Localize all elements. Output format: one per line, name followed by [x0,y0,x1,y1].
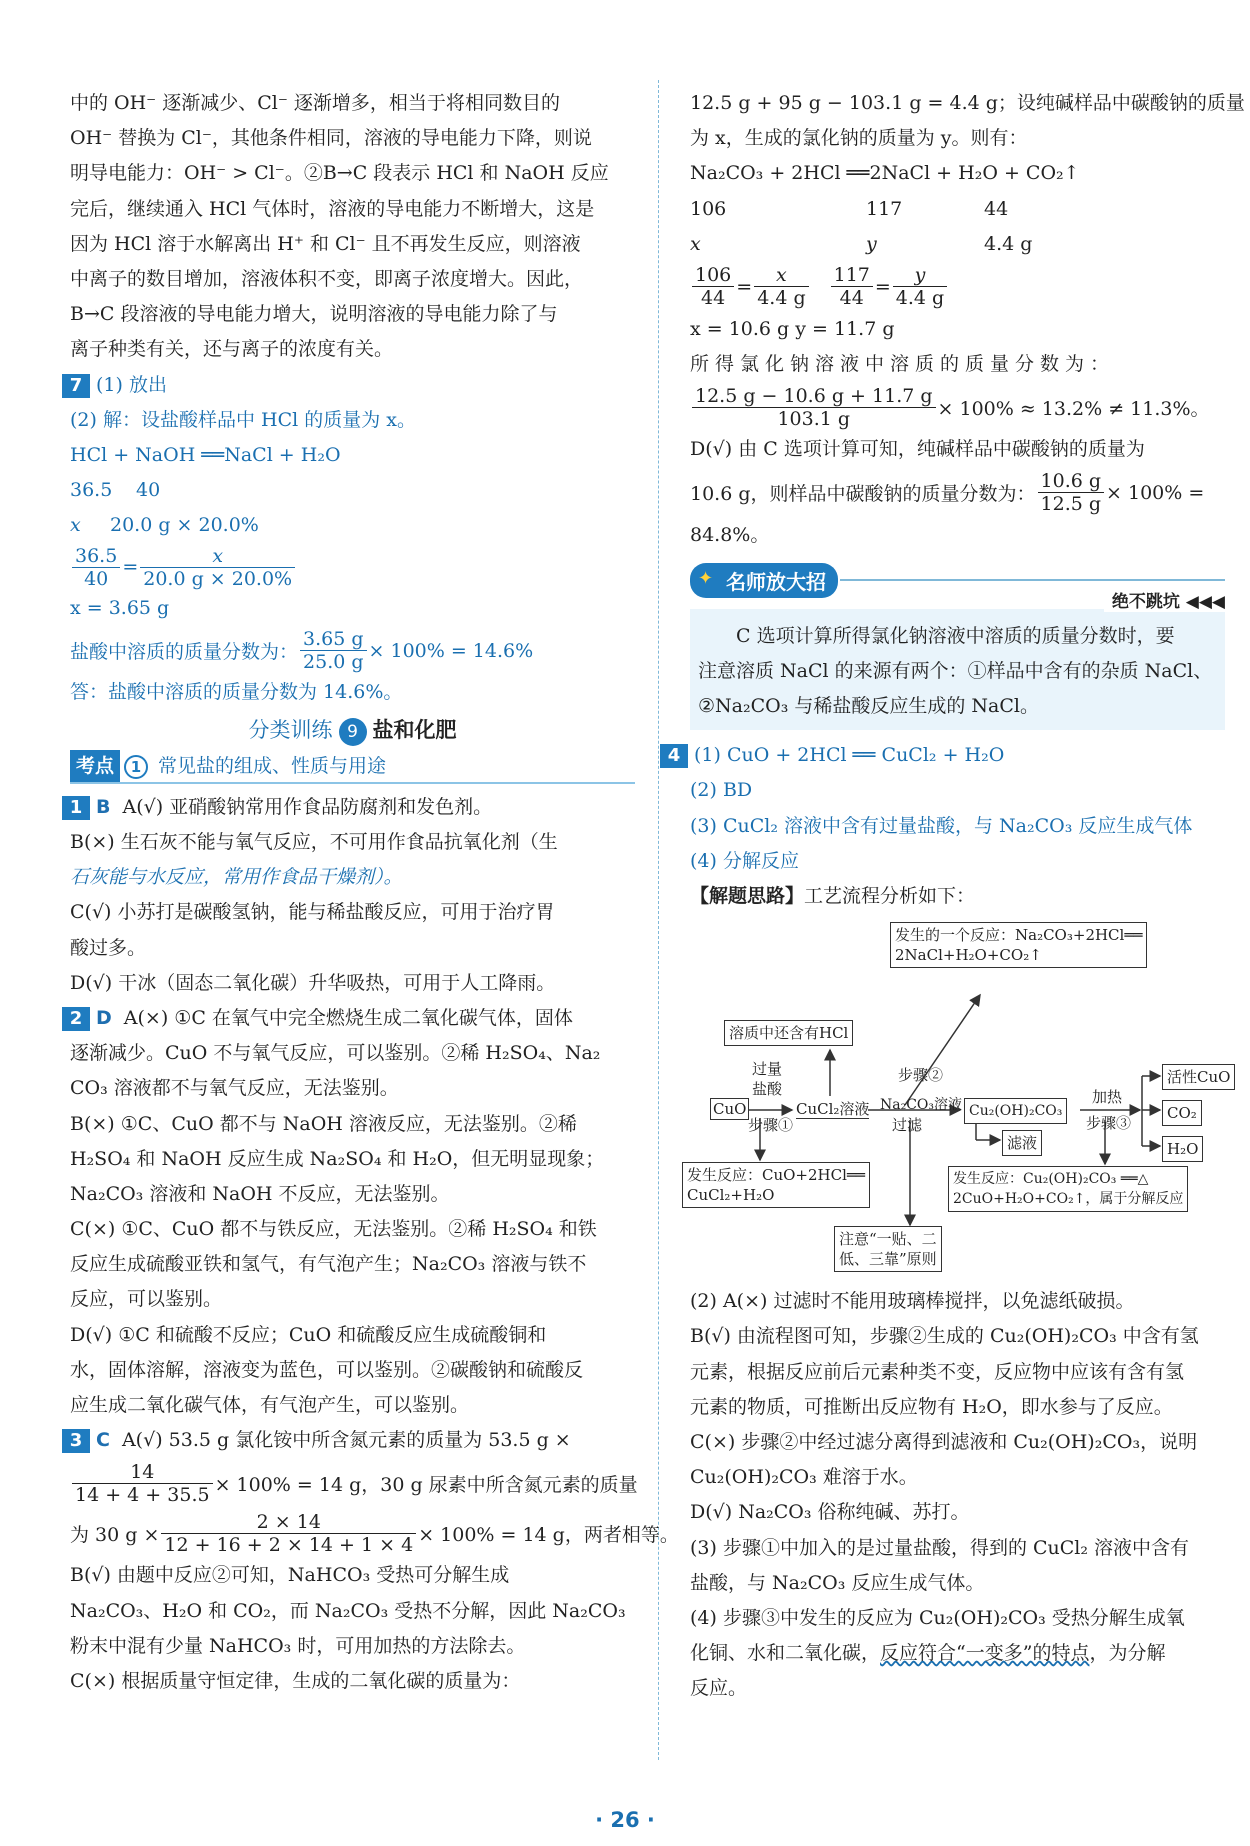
text-line: 应生成二氧化碳气体，有气泡产生，可以鉴别。 [70,1394,470,1416]
text-line: A(×) ①C 在氧气中完全燃烧生成二氧化碳气体，固体 [123,1006,573,1029]
q3-fraction-line-2 [70,1508,679,1558]
q4-explanation [690,1284,1225,1706]
topic-header [70,750,635,784]
flow-box-reaction-top [890,922,1147,968]
fraction-suffix: × 100% = [1106,481,1205,504]
ratio-denominator: 40 [84,567,109,590]
text-line: C 选项计算所得氯化钠溶液中溶质的质量分数时，要 [736,624,1175,647]
flow-box-reaction-1 [682,1162,870,1208]
q7-row1-b: 40 [136,479,161,502]
text-line: B(×) ①C、CuO 都不与 NaOH 溶液反应，无法鉴别。②稀 [70,1112,577,1135]
text-line: Na₂CO₃ 溶液和 NaOH 不反应，无法鉴别。 [70,1182,450,1205]
text-line: C(×) 根据质量守恒定律，生成的二氧化碳的质量为： [70,1669,521,1692]
section-heading: 盐和化肥 [372,717,457,742]
text-line: 反应，可以鉴别。 [70,1288,223,1311]
box-text: CuO [713,1100,747,1119]
left-column [69,86,679,1699]
text-line: 中的 OH⁻ 逐渐减少、Cl⁻ 逐渐增多，相当于将相同数目的 [70,92,560,114]
intro-paragraph [70,86,635,368]
text-line: C(×) ①C、CuO 都不与铁反应，无法鉴别。②稀 H₂SO₄ 和铁 [70,1218,597,1241]
box-text: 2NaCl+H₂O+CO₂↑ [895,946,1042,965]
table-cell: 44 [984,197,1009,220]
ratio-denominator: 44 [701,287,726,310]
text-line: 化铜、水和二氧化碳， [690,1642,881,1665]
question-2 [70,1001,635,1423]
process-flow-diagram [680,920,1231,1280]
q7-row1-a: 36.5 [70,479,113,502]
answer-letter: D [96,1006,112,1029]
box-text: 溶质中还含有HCl [729,1024,849,1043]
fraction-suffix: × 100% = 14 g，两者相等。 [418,1523,679,1546]
fraction-numerator: 3.65 g [300,628,367,651]
text-line: 因为 HCl 溶于水解离出 H⁺ 和 Cl⁻ 且不再发生反应，则溶液 [70,232,581,255]
ratio-numerator: y [893,264,947,287]
tip-box [690,609,1225,731]
fraction-numerator: 10.6 g [1038,470,1105,493]
flow-node-cu2oh2co3 [964,1098,1067,1124]
flow-label: 盐酸 [752,1080,783,1099]
right-column [667,86,1245,1706]
text-line: 中离子的数目增加，溶液体积不变，即离子浓度增大。因此， [70,267,584,290]
box-text: CuCl₂+H₂O [687,1186,775,1205]
text-line: B(√) 由题中反应②可知，NaHCO₃ 受热可分解生成 [70,1564,510,1587]
flow-label: 过滤 [892,1116,923,1135]
text-line: 注意溶质 NaCl 的来源有两个：①样品中含有的杂质 NaCl、 [698,659,1213,682]
fraction-denominator: 12.5 g [1040,493,1102,515]
fraction-suffix: × 100% ≈ 13.2% ≠ 11.3%。 [937,397,1210,420]
q7-equation: HCl + NaOH ══NaCl + H₂O [70,443,341,466]
box-text: CO₂ [1167,1104,1197,1123]
fraction-prefix: 为 30 g × [70,1523,160,1546]
q7-result: x = 3.65 g [70,597,170,620]
fraction-suffix: × 100% = 14.6% [368,639,534,662]
box-text: 注意“一贴、二 [839,1230,937,1249]
box-text: Cu₂(OH)₂CO₃ [969,1103,1063,1120]
ratio-denominator: 44 [839,287,864,310]
tip-divider [840,579,1225,581]
q3-fraction-line-1 [70,1458,638,1508]
table-cell: 117 [866,197,903,220]
fraction-prefix: 10.6 g，则样品中碳酸钠的质量分数为： [690,483,1036,505]
question-number: 3 [62,1429,90,1453]
text-line: D(√) Na₂CO₃ 俗称纯碱、苏打。 [690,1501,970,1524]
ratio-denominator: 20.0 g × 20.0% [143,567,293,590]
text-line: 水，固体溶解，溶液变为蓝色，可以鉴别。②碳酸钠和硫酸反 [70,1358,584,1381]
flow-label: 加热 [1092,1088,1123,1107]
text-line: 反应生成硫酸亚铁和氢气，有气泡产生；Na₂CO₃ 溶液与铁不 [70,1253,587,1276]
flow-node-h2o [1162,1136,1203,1162]
text-line: (4) 分解反应 [690,849,799,872]
text-line: ，为分解 [1089,1642,1166,1665]
text-line: 12.5 g + 95 g − 103.1 g = 4.4 g；设纯碱样品中碳酸钠的质量 [690,92,1245,114]
box-text: 滤液 [1007,1134,1038,1153]
tip-title: 名师放大招 [690,563,838,598]
fraction-prefix: 盐酸中溶质的质量分数为： [70,641,299,664]
text-line: B(√) 由流程图可知，步骤②生成的 Cu₂(OH)₂CO₃ 中含有氢 [690,1325,1199,1348]
box-text: 发生反应：CuO+2HCl══ [687,1166,865,1185]
ratio-numerator: x [140,545,295,568]
ratio-numerator: 117 [831,264,873,287]
answer-letter: B [96,795,111,818]
text-line: D(√) 由 C 选项计算可知，纯碱样品中碳酸钠的质量为 [690,438,1145,461]
text-line: (1) CuO + 2HCl ══ CuCl₂ + H₂O [694,744,1005,767]
question-number: 4 [660,744,688,768]
ratio-numerator: 36.5 [72,545,120,568]
text-line: OH⁻ 替换为 Cl⁻，其他条件相同，溶液的导电能力下降，则说 [70,127,592,150]
flow-node-active-cuo [1162,1064,1235,1090]
text-line: B→C 段溶液的导电能力增大，说明溶液的导电能力除了与 [70,303,558,326]
text-line: 完后，继续通入 HCl 气体时，溶液的导电能力不断增大，这是 [70,197,595,220]
box-text: 2CuO+H₂O+CO₂↑，属于分解反应 [953,1191,1184,1208]
lightbulb-icon: ✦ [698,567,714,589]
box-text: 发生反应：Cu₂(OH)₂CO₃ ══△ [953,1171,1149,1188]
table-cell: x [690,232,701,255]
text-line: 盐酸，与 Na₂CO₃ 反应生成气体。 [690,1571,985,1594]
text-line: C(√) 小苏打是碳酸氢钠，能与稀盐酸反应，可用于治疗胃 [70,901,555,924]
flow-label: 步骤② [898,1066,944,1085]
text-line: Cu₂(OH)₂CO₃ 难溶于水。 [690,1466,918,1489]
text-line: 84.8%。 [690,523,770,546]
text-line: A(√) 亚硝酸钠常用作食品防腐剂和发色剂。 [122,795,493,818]
fraction-denominator: 14 + 4 + 35.5 [75,1483,210,1506]
flow-box-hcl [724,1020,853,1046]
text-line: 元素，根据反应前后元素种类不变，反应物中应该有含有氢 [690,1360,1185,1383]
flow-node-cuo [710,1098,749,1120]
tip-header [690,561,1225,612]
text-line: 元素的物质，可推断出反应物有 H₂O，即水参与了反应。 [690,1395,1173,1418]
mass-fraction-line [690,382,1225,432]
question-number: 1 [62,796,90,820]
question-number: 7 [62,374,90,398]
question-1 [70,790,635,1001]
topic-tag: 考点 [70,750,120,782]
q7-row2-a: x [70,514,81,537]
text-line: 离子种类有关，还与离子的浓度有关。 [70,338,394,361]
table-cell: y [866,232,877,255]
text-line: C(×) 步骤②中经过滤分离得到滤液和 Cu₂(OH)₂CO₃，说明 [690,1430,1198,1453]
flow-box-reaction-3 [948,1166,1188,1212]
text-line: Na₂CO₃、H₂O 和 CO₂，而 Na₂CO₃ 受热不分解，因此 Na₂CO₃ [70,1599,626,1622]
text-line: (4) 步骤③中发生的反应为 Cu₂(OH)₂CO₃ 受热分解生成氧 [690,1606,1185,1629]
text-line: 工艺流程分析如下： [804,885,976,907]
q7-fraction-line [70,627,635,675]
text-line: (2) A(×) 过滤时不能用玻璃棒搅拌，以免滤纸破损。 [690,1290,1135,1313]
d-fraction-line [690,468,1225,518]
fraction-denominator: 25.0 g [303,651,364,674]
box-text: 发生的一个反应：Na₂CO₃+2HCl══ [895,926,1143,945]
section-title [70,710,635,750]
question-number: 2 [62,1007,90,1031]
handwritten-note: 石灰能与水反应，常用作食品干燥剂）。 [70,866,403,889]
text-line: (3) 步骤①中加入的是过量盐酸，得到的 CuCl₂ 溶液中含有 [690,1536,1190,1559]
ratio-numerator: 106 [692,264,734,287]
q7-answer: 答：盐酸中溶质的质量分数为 14.6%。 [70,680,403,703]
ratio-denominator: 4.4 g [895,287,945,310]
q7-part2: (2) 解：设盐酸样品中 HCl 的质量为 x。 [70,408,416,431]
text-line: 为 x，生成的氯化钠的质量为 y。则有： [690,127,1028,150]
q7-part1: (1) 放出 [96,373,167,396]
text-line: 明导电能力：OH⁻ > Cl⁻。②B→C 段表示 HCl 和 NaOH 反应 [70,162,609,185]
text-line: B(×) 生石灰不能与氧气反应，不可用作食品抗氧化剂（生 [70,831,558,853]
text-line: (2) BD [690,779,753,802]
box-text: H₂O [1167,1140,1199,1159]
ratio-denominator: 4.4 g [757,287,806,310]
fraction-denominator: 12 + 16 + 2 × 14 + 1 × 4 [164,1533,414,1556]
ratio-numerator: x [754,264,808,287]
reaction-equation: Na₂CO₃ + 2HCl ══2NaCl + H₂O + CO₂↑ [690,162,1080,185]
text-line: A(√) 53.5 g 氯化铵中所含氮元素的质量为 53.5 g × [121,1429,571,1452]
flow-node-cucl2: CuCl₂溶液 [796,1100,870,1119]
text-line: D(√) 干冰（固态二氧化碳）升华吸热，可用于人工降雨。 [70,971,556,994]
text-line: 酸过多。 [70,936,147,959]
topic-title: 常见盐的组成、性质与用途 [158,754,387,777]
q7-row2-b: 20.0 g × 20.0% [110,514,259,537]
flow-label: Na₂CO₃溶液 [880,1097,963,1114]
topic-number: 1 [124,755,148,779]
text-line: 反应。 [690,1677,748,1700]
table-cell: 106 [690,197,727,220]
text-line: H₂SO₄ 和 NaOH 反应生成 Na₂SO₄ 和 H₂O，但无明显现象； [70,1147,605,1170]
page-number: · 26 · [595,1808,655,1832]
calc-result: x = 10.6 g y = 11.7 g [690,317,895,340]
flow-label: 过量 [752,1060,783,1079]
flow-box-note [834,1226,942,1272]
fraction-numerator: 14 [72,1461,213,1484]
box-text: 低、三靠”原则 [839,1250,937,1269]
fraction-suffix: × 100% = 14 g，30 g 尿素中所含氮元素的质量 [214,1473,638,1496]
box-text: 活性CuO [1167,1068,1231,1087]
section-number: 9 [339,718,367,746]
fraction-numerator: 12.5 g − 10.6 g + 11.7 g [692,385,936,408]
text-line: CO₃ 溶液都不与氧气反应，无法鉴别。 [70,1077,399,1100]
emphasized-text: 反应符合“一变多”的特点 [880,1642,1090,1665]
section-label: 分类训练 [248,717,333,742]
flow-node-filtrate [1002,1130,1042,1156]
fraction-denominator: 103.1 g [777,407,851,430]
text-line: 粉末中混有少量 NaHCO₃ 时，可用加热的方法除去。 [70,1634,526,1657]
answer-letter: C [96,1429,110,1452]
flow-label: 步骤③ [1086,1114,1132,1133]
question-7 [70,368,635,710]
flow-node-co2 [1162,1100,1202,1126]
table-cell: 4.4 g [984,232,1033,255]
text-line: ②Na₂CO₃ 与稀盐酸反应生成的 NaCl。 [698,695,1039,718]
text-line: (3) CuCl₂ 溶液中含有过量盐酸，与 Na₂CO₃ 反应生成气体 [690,814,1193,837]
question-3 [69,1423,679,1699]
question-4 [667,738,1225,914]
flow-label: 步骤① [748,1116,794,1135]
fraction-numerator: 2 × 14 [161,1511,416,1534]
text-line: 所得氯化钠溶液中溶质的质量分数为： [690,353,1116,376]
ratio-line: $\frac{106}{44}$ = $\frac{x}{4.4 g}$ $\frac{117}{44}$ = $\frac{y}{4.4 g}$ [690,262,1225,312]
tip-subtitle: 绝不跳坑 ◀◀◀ [1104,587,1225,612]
column-divider [658,80,659,1760]
text-line: 逐渐减少。CuO 不与氧气反应，可以鉴别。②稀 H₂SO₄、Na₂ [70,1042,601,1065]
q7-ratio: $\frac{36.5}{40}$ = $\frac{x}{20.0 g \times 20.0\%}$ [70,543,635,591]
analysis-label: 【解题思路】 [690,885,805,907]
text-line: D(√) ①C 和硫酸不反应；CuO 和硫酸反应生成硫酸铜和 [70,1323,547,1346]
